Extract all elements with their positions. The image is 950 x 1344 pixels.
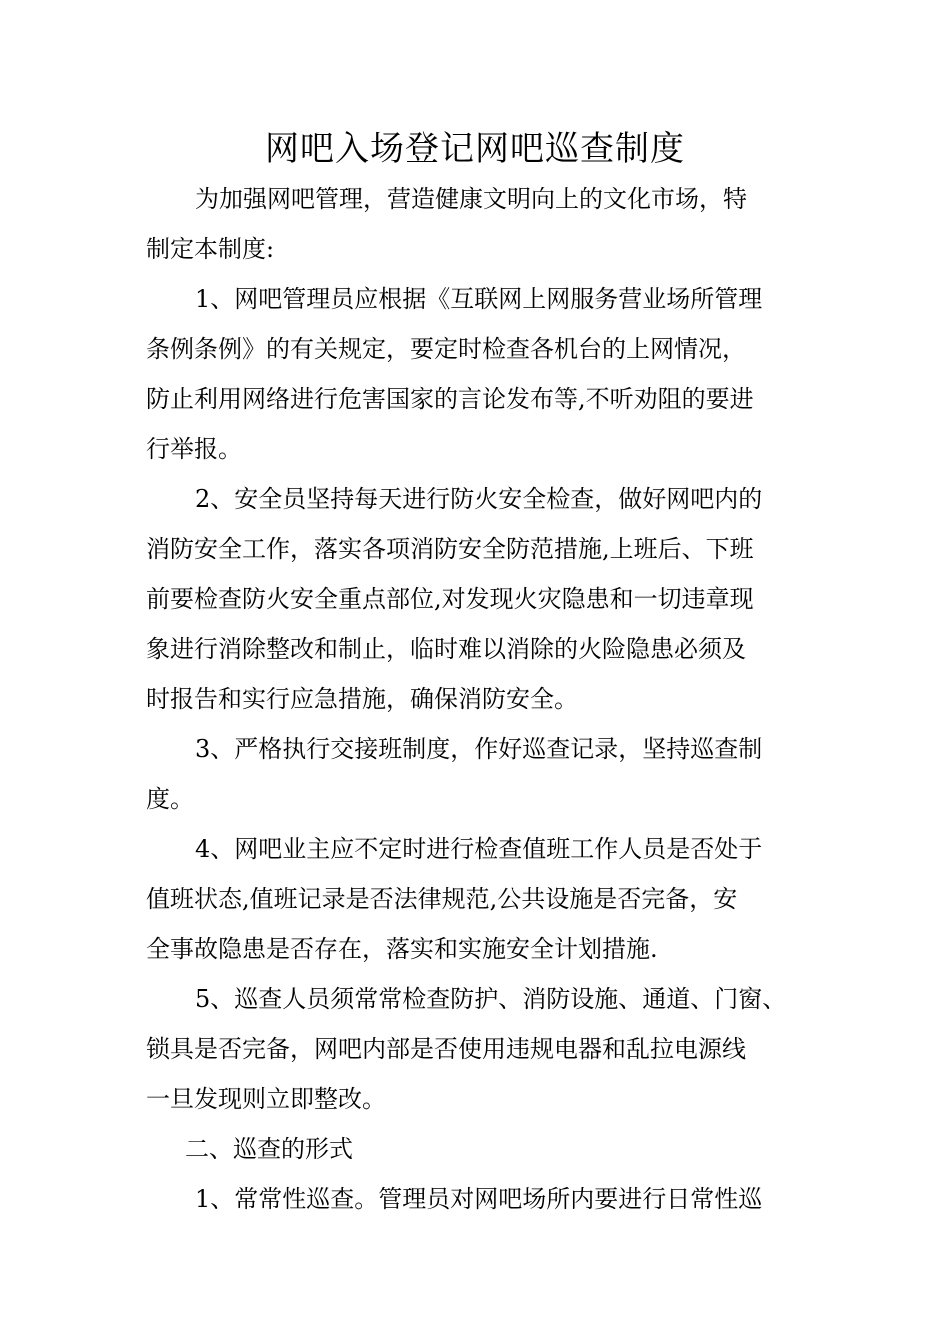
paragraph-line: 一旦发现则立即整改。 <box>146 1085 386 1113</box>
paragraph-line: 消防安全工作，落实各项消防安全防范措施,上班后、下班 <box>146 535 754 563</box>
paragraph-line: 度。 <box>146 785 194 813</box>
paragraph-line: 3、严格执行交接班制度，作好巡查记录，坚持巡查制 <box>195 735 763 763</box>
section-heading: 二、巡查的形式 <box>185 1135 353 1163</box>
paragraph-line: 制定本制度: <box>146 235 275 263</box>
paragraph-line: 5、巡查人员须常常检查防护、消防设施、通道、门窗、 <box>195 985 787 1013</box>
paragraph-line: 为加强网吧管理，营造健康文明向上的文化市场，特 <box>195 185 747 213</box>
paragraph-line: 值班状态,值班记录是否法律规范,公共设施是否完备，安 <box>146 885 738 913</box>
paragraph-line: 4、网吧业主应不定时进行检查值班工作人员是否处于 <box>195 835 763 863</box>
paragraph-line: 2、安全员坚持每天进行防火安全检查，做好网吧内的 <box>195 485 763 513</box>
paragraph-line: 1、网吧管理员应根据《互联网上网服务营业场所管理 <box>195 285 763 313</box>
paragraph-line: 1、常常性巡查。管理员对网吧场所内要进行日常性巡 <box>195 1185 763 1213</box>
paragraph-line: 防止利用网络进行危害国家的言论发布等,不听劝阻的要进 <box>146 385 754 413</box>
paragraph-line: 行举报。 <box>146 435 242 463</box>
paragraph-line: 前要检查防火安全重点部位,对发现火灾隐患和一切违章现 <box>146 585 754 613</box>
paragraph-line: 条例条例》的有关规定，要定时检查各机台的上网情况， <box>146 335 746 363</box>
paragraph-line: 象进行消除整改和制止，临时难以消除的火险隐患必须及 <box>146 635 746 663</box>
paragraph-line: 时报告和实行应急措施，确保消防安全。 <box>146 685 578 713</box>
paragraph-line: 全事故隐患是否存在，落实和实施安全计划措施. <box>146 935 658 963</box>
document-title: 网吧入场登记网吧巡查制度 <box>265 129 685 169</box>
paragraph-line: 锁具是否完备，网吧内部是否使用违规电器和乱拉电源线 <box>146 1035 746 1063</box>
